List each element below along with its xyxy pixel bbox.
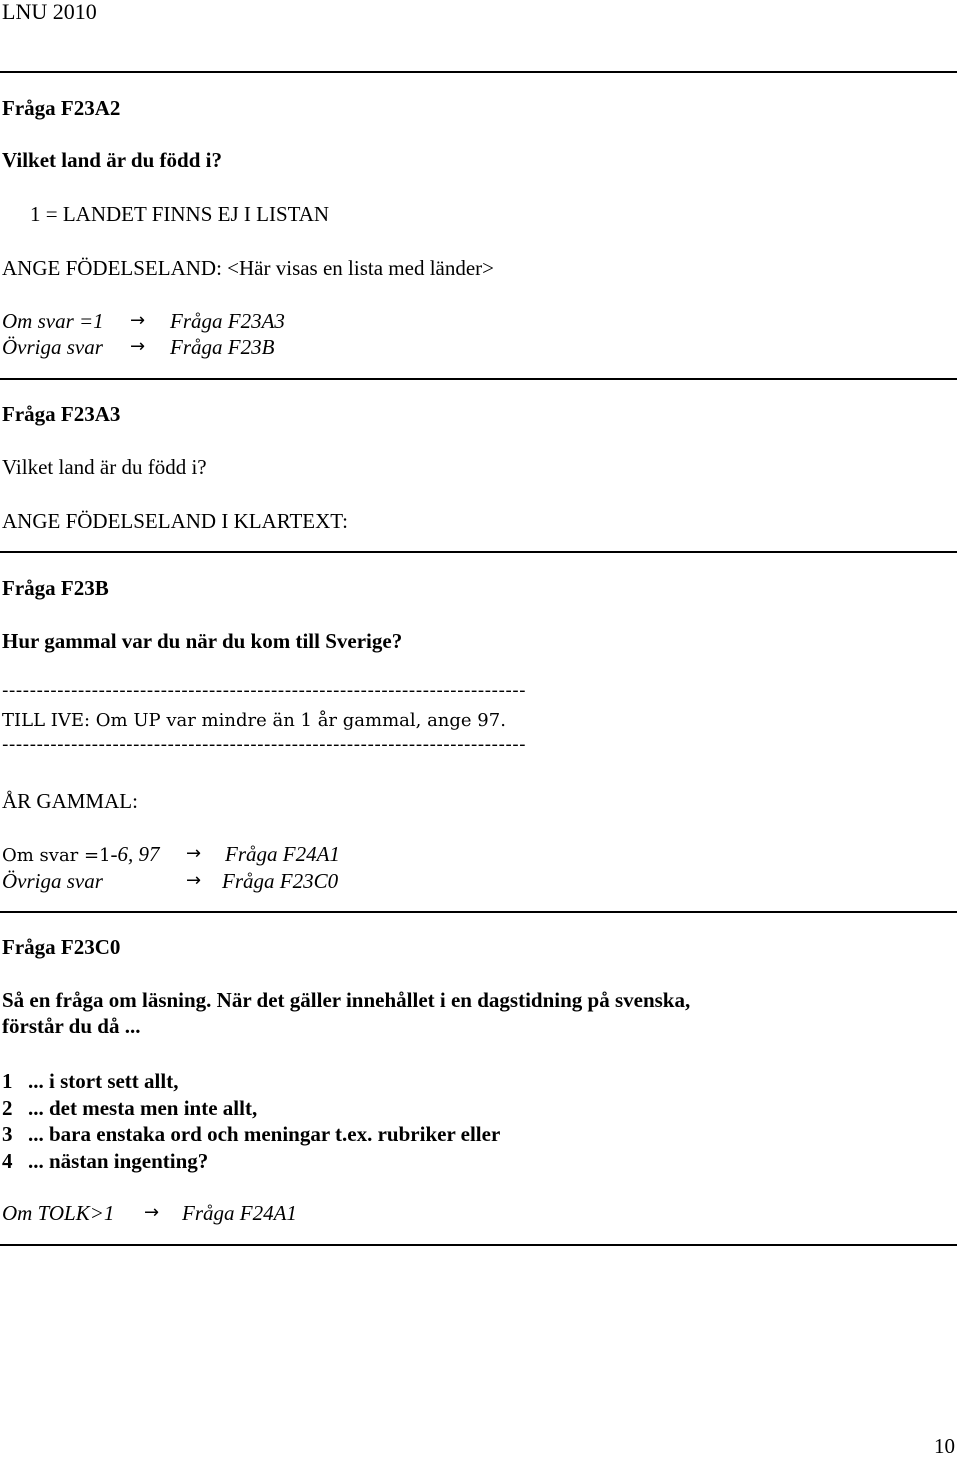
routing-condition	[2, 842, 160, 868]
divider	[0, 551, 957, 553]
routing-condition-plain: Om svar =1	[2, 845, 111, 866]
routing-condition: Om TOLK>1	[2, 1201, 115, 1225]
question-heading: Fråga F23A2	[2, 96, 121, 120]
divider	[0, 378, 957, 380]
arrow-icon: →	[186, 843, 202, 864]
option-number: 1	[2, 1069, 13, 1093]
option-text: ... nästan ingenting?	[28, 1149, 209, 1173]
divider	[0, 1244, 957, 1246]
routing-condition: Övriga svar	[2, 335, 103, 359]
question-heading: Fråga F23B	[2, 576, 109, 600]
answer-label: ÅR GAMMAL:	[2, 789, 138, 813]
option-number: 2	[2, 1096, 13, 1120]
option-number: 3	[2, 1122, 13, 1146]
question-text: förstår du då ...	[2, 1014, 141, 1038]
question-text: Vilket land är du född i?	[2, 148, 222, 172]
arrow-icon: →	[130, 310, 146, 331]
document-header: LNU 2010	[2, 0, 97, 24]
interviewer-note: TILL IVE: Om UP var mindre än 1 år gammal, ange 97.	[2, 710, 506, 731]
option-text: ... bara enstaka ord och meningar t.ex. rubriker eller	[28, 1122, 501, 1146]
answer-option: 1 = LANDET FINNS EJ I LISTAN	[30, 202, 330, 226]
arrow-icon: →	[186, 870, 202, 891]
option-text: ... det mesta men inte allt,	[28, 1096, 258, 1120]
question-text: Hur gammal var du när du kom till Sverige?	[2, 629, 403, 653]
routing-target: Fråga F23A3	[170, 309, 285, 333]
question-text: Så en fråga om läsning. När det gäller innehållet i en dagstidning på svenska,	[2, 988, 691, 1012]
dashed-separator: ----------------------------------------------------------------------------	[2, 680, 527, 701]
option-number: 4	[2, 1149, 13, 1173]
routing-condition-values: -6, 97	[110, 842, 160, 866]
routing-target: Fråga F24A1	[225, 842, 340, 866]
question-text: Vilket land är du född i?	[2, 455, 207, 479]
page-number: 10	[934, 1434, 955, 1458]
routing-target: Fråga F23C0	[222, 869, 339, 893]
interviewer-instruction: ANGE FÖDELSELAND: <Här visas en lista med länder>	[2, 256, 495, 280]
routing-target: Fråga F23B	[170, 335, 275, 359]
routing-condition: Om svar =1	[2, 309, 104, 333]
question-heading: Fråga F23A3	[2, 402, 121, 426]
routing-target: Fråga F24A1	[182, 1201, 297, 1225]
arrow-icon: →	[144, 1202, 160, 1223]
arrow-icon: →	[130, 336, 146, 357]
interviewer-instruction: ANGE FÖDELSELAND I KLARTEXT:	[2, 509, 348, 533]
option-text: ... i stort sett allt,	[28, 1069, 179, 1093]
divider	[0, 71, 957, 73]
routing-condition: Övriga svar	[2, 869, 103, 893]
divider	[0, 911, 957, 913]
question-heading: Fråga F23C0	[2, 935, 121, 959]
dashed-separator: ----------------------------------------------------------------------------	[2, 734, 527, 755]
